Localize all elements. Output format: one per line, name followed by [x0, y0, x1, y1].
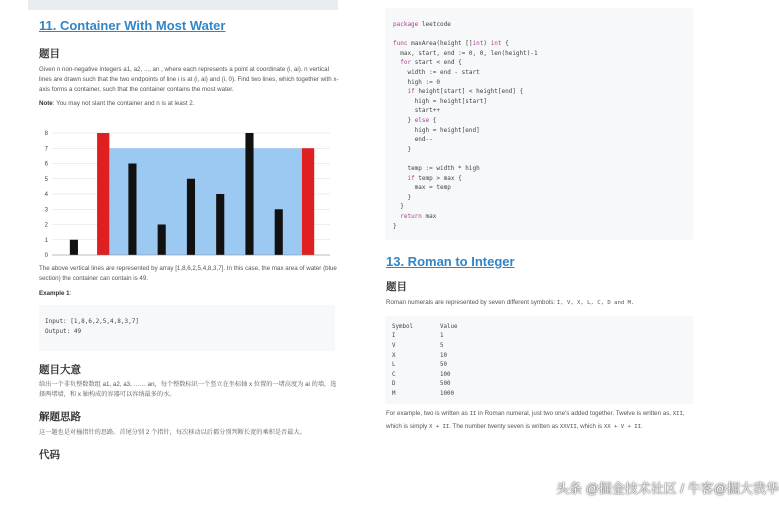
text-run: .	[640, 422, 643, 430]
note-body: : You may not slant the container and n is at least 2.	[52, 100, 195, 107]
bar	[216, 194, 224, 255]
code-line: }	[393, 222, 397, 230]
table-cell: M	[392, 390, 396, 397]
bar	[245, 133, 253, 255]
roman-intro-text: Roman numerals are represented by seven different symbols:	[386, 299, 556, 306]
problem-description: Given n non-negative integers a1, a2, ..., an , where each represents a point at coordinate (i, ai). n vertical lines are drawn such that the two endpoints of line i is at (i, ai) and (i, 0). Find two lines, which together with x-axis forms a container, such that the container contains the most water.	[39, 66, 339, 93]
code-line: temp := width * high	[407, 165, 480, 172]
table-row	[392, 341, 457, 351]
example-colon: :	[69, 290, 72, 297]
summary-heading: 题目大意	[39, 364, 81, 376]
table-cell: 1	[440, 333, 444, 340]
table-row	[392, 360, 457, 370]
y-tick-label: 2	[44, 222, 48, 229]
text-run: . The number twenty seven is written as	[449, 422, 559, 430]
code-line: if temp > max {	[407, 174, 462, 182]
note-text	[39, 99, 339, 109]
inline-code: X + II	[429, 423, 450, 430]
y-tick-label: 0	[44, 253, 48, 259]
table-row	[392, 380, 457, 390]
roman-intro	[386, 298, 692, 308]
roman-symbol-table-block	[385, 316, 693, 404]
code-line: end--	[414, 136, 433, 144]
code-line: max, start, end := 0, 0, len(height)-1	[400, 49, 538, 57]
text-run: in Roman numeral, just two one's added together. Twelve is written as,	[476, 410, 672, 417]
y-tick-label: 1	[44, 237, 48, 244]
highlighted-bar	[302, 148, 314, 255]
code-line: start++	[414, 107, 440, 115]
note-label: Note	[39, 100, 53, 107]
inline-code: XXVII	[559, 423, 577, 430]
code-line: }	[393, 203, 404, 211]
code-line: if height[start] < height[end] {	[407, 88, 524, 96]
inline-code: XX + V + II	[603, 423, 641, 430]
text-run: For example, two is written as	[386, 410, 468, 417]
table-row	[392, 332, 457, 342]
code-heading: 代码	[39, 449, 60, 461]
summary-text: 给出一个非负整数数组 a1, a2, a3, …… an，每个整数标识一个竖立在坐标轴 x 位置的一堵高度为 ai 的墙，选择两堵墙，和 x 轴构成的容器可以容纳最多的水。	[39, 381, 337, 398]
table-cell: 5	[440, 342, 444, 349]
table-cell: 1000	[440, 390, 454, 397]
code-line: }	[393, 145, 412, 153]
table-cell: 100	[440, 371, 451, 378]
y-tick-label: 4	[44, 192, 48, 198]
example-label: Example 1	[39, 290, 70, 297]
bar	[187, 179, 195, 255]
problem-11-title[interactable]: 11. Container With Most Water	[39, 18, 226, 33]
table-header-row	[392, 322, 457, 332]
watermark-text: 头条 @掘金技术社区 / 牛客@掘大我华	[556, 481, 779, 496]
example-code-block	[39, 305, 335, 351]
chart-caption: The above vertical lines are represented by array [1,8,6,2,5,4,8,3,7]. In this case, the max area of water (blue section) the container can contain is 49.	[39, 265, 337, 282]
table-row	[392, 370, 457, 380]
y-tick-label: 5	[44, 176, 48, 183]
code-line: max = temp	[414, 184, 451, 192]
table-cell: X	[392, 352, 396, 359]
y-tick-label: 8	[44, 131, 48, 137]
table-header: Symbol	[392, 323, 413, 330]
go-solution-code-block	[385, 8, 693, 240]
right-page	[378, 0, 698, 505]
y-tick-label: 7	[44, 146, 48, 153]
example-output-line: Output: 49	[45, 328, 82, 335]
container-water-chart	[38, 127, 338, 261]
table-row	[392, 351, 457, 361]
code-line: } else {	[393, 117, 437, 124]
approach-heading: 解题思路	[39, 411, 81, 423]
roman-intro-symbols: I, V, X, L, C, D and M.	[556, 300, 635, 306]
left-page	[28, 0, 346, 505]
table-header: Value	[440, 323, 458, 330]
table-cell: D	[392, 381, 396, 388]
code-line: }	[393, 193, 412, 201]
table-cell: C	[392, 371, 396, 378]
inline-code: II	[469, 411, 477, 417]
highlighted-bar	[97, 133, 109, 255]
table-row	[392, 389, 457, 399]
text-run: , which is	[576, 422, 603, 430]
problem-heading: 题目	[39, 48, 60, 60]
bar	[275, 209, 283, 255]
code-line: func maxArea(height []int) int {	[393, 40, 509, 48]
code-line: high = height[start]	[414, 97, 487, 105]
bar	[158, 225, 166, 256]
bar	[128, 164, 136, 256]
y-tick-label: 6	[44, 161, 48, 168]
table-cell: V	[392, 342, 396, 349]
example-heading	[39, 289, 71, 299]
example-input-line: Input: [1,8,6,2,5,4,8,3,7]	[45, 318, 139, 325]
code-line: width := end - start	[407, 69, 480, 76]
problem-heading-13: 题目	[386, 281, 407, 293]
inline-code: XII	[672, 411, 683, 417]
code-line: for start < end {	[400, 59, 462, 67]
table-cell: 10	[440, 352, 447, 359]
bar	[70, 240, 78, 255]
y-tick-label: 3	[44, 207, 48, 214]
table-cell: I	[392, 333, 396, 340]
approach-text: 这一题也是对撞指针的思路。首尾分别 2 个指针，每次移动以后都分别判断长宽的乘积是否最大。	[39, 429, 306, 436]
text-run: , which is simply	[386, 410, 685, 430]
table-cell: 50	[440, 362, 447, 369]
roman-symbol-table	[392, 322, 457, 399]
page-top-bar	[28, 0, 338, 10]
table-cell: L	[392, 362, 396, 369]
problem-13-title[interactable]: 13. Roman to Integer	[386, 254, 515, 269]
water-area	[109, 148, 302, 255]
table-cell: 500	[440, 381, 451, 388]
code-line: package leetcode	[393, 21, 451, 28]
code-line: high := 0	[407, 78, 440, 86]
code-line: high = height[end]	[414, 126, 480, 134]
roman-example-text	[386, 408, 692, 433]
code-line: return max	[400, 213, 437, 220]
